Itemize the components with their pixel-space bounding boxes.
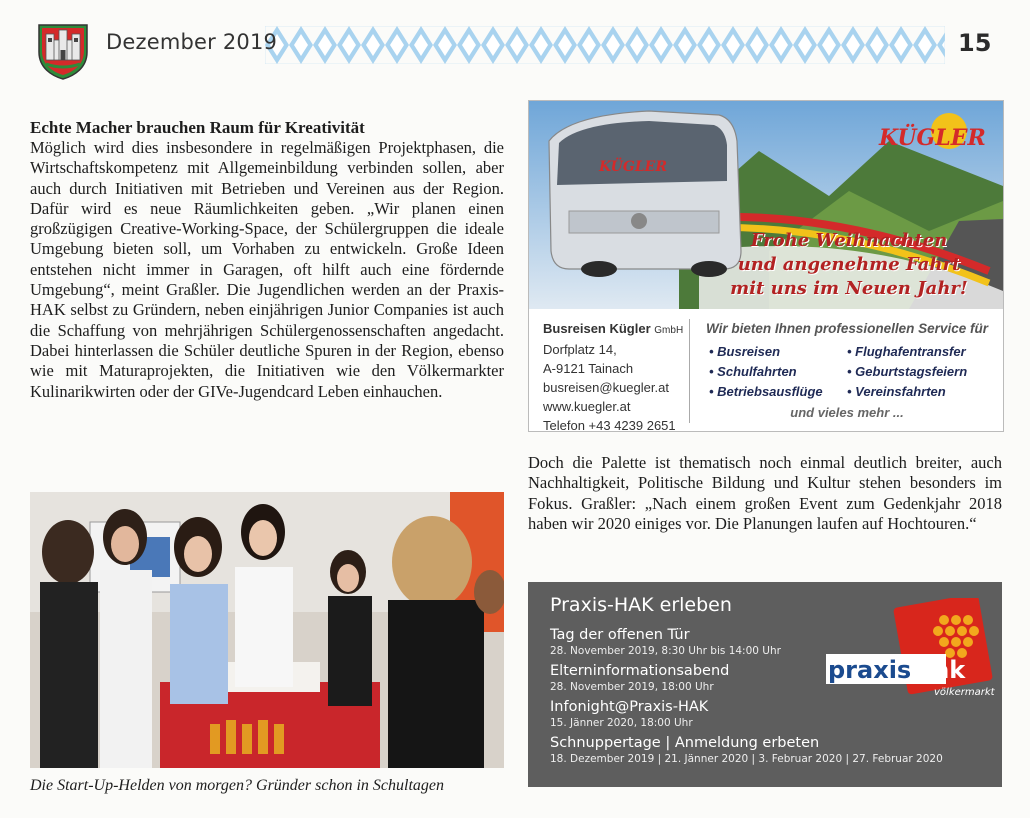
hak-event-date: 28. November 2019, 8:30 Uhr bis 14:00 Uhr <box>550 645 781 657</box>
continuation-text: Doch die Palette ist thematisch noch einmal deutlich breiter, auch Nachhaltigkeit, Politische Bildung und Kultur stehen besonders im Fokus. Graßler: „Nach einem großen Event zum Gedenkjahr 2018 haben wir 2020 einiges vor. Die Planungen laufen auf Hochtouren.“ <box>528 453 1002 533</box>
students-photo-icon <box>30 492 504 768</box>
kuegler-advertisement <box>528 100 1004 432</box>
company-name: Busreisen Kügler <box>543 321 651 336</box>
service-heading: Wir bieten Ihnen professionellen Service für <box>706 321 988 336</box>
greeting-line-3: mit uns im Neuen Jahr! <box>730 278 968 299</box>
service-more: und vieles mehr ... <box>790 405 904 420</box>
company-phone: Telefon +43 4239 2651 <box>543 418 676 432</box>
greeting-line-1: Frohe Weihnachten <box>750 230 948 251</box>
town-crest-icon <box>36 22 90 80</box>
issue-month: Dezember 2019 <box>106 30 278 54</box>
hak-event <box>550 734 943 766</box>
logo-hak-text: hak <box>916 656 966 684</box>
hak-event-date: 18. Dezember 2019 | 21. Jänner 2020 | 3. Februar 2020 | 27. Februar 2020 <box>550 753 943 765</box>
hak-event-date: 28. November 2019, 18:00 Uhr <box>550 681 714 693</box>
hak-event-date: 15. Jänner 2020, 18:00 Uhr <box>550 717 693 729</box>
service-item: • Flughafentransfer <box>847 344 966 359</box>
hak-title: Praxis-HAK erleben <box>550 594 732 616</box>
hak-event-title: Schnuppertage | Anmeldung erbeten <box>550 735 820 751</box>
company-email: busreisen@kuegler.at <box>543 380 669 395</box>
diamond-band <box>265 26 945 64</box>
logo-praxis-text: praxis <box>828 656 912 684</box>
ad-divider <box>689 319 690 423</box>
article-heading: Echte Macher brauchen Raum für Kreativität <box>30 118 365 137</box>
company-website: www.kuegler.at <box>543 399 631 414</box>
article-column <box>30 118 504 402</box>
bus-logo-text: KÜGLER <box>599 159 667 175</box>
greeting-line-2: und angenehme Fahrt <box>737 254 961 275</box>
service-item: • Schulfahrten <box>709 364 797 379</box>
service-item: • Vereinsfahrten <box>847 384 946 399</box>
service-list <box>697 321 997 420</box>
page-number: 15 <box>958 29 992 57</box>
company-contact <box>543 319 683 432</box>
logo-sub-text: völkermarkt <box>934 687 995 698</box>
service-item: • Busreisen <box>709 344 781 359</box>
christmas-greeting <box>699 229 999 301</box>
article-photo <box>30 492 504 768</box>
page-header <box>0 0 1030 80</box>
article-body: Möglich wird dies insbesondere in regelmäßigen Projektphasen, die Wirtschaftskompetenz mit Allgemeinbildung verbinden sollen, aber auch durch Initiativen mit Betrieben und Vereinen aus der Region. Dafür wird es neue Räumlichkeiten geben. „Wir planen einen großzügigen Creative-Working-Space, der Schülergruppen die ideale Umgebung bieten soll, um Vorhaben zu entwickeln. Große Ideen entstehen nicht immer in Garagen, oft hilft auch eine fördernde Umgebung“, meint Graßler. Die Jugendlichen werden an der Praxis-HAK selbst zu Gründern, neben einjährigen Junior Companies ist auch die Schaffung von mehrjährigen Schülergenossenschaften angedacht. Dabei hinterlassen die Schüler deutliche Spuren in der Region, ebenso wie mit Maturaprojekten, die Initiativen wie den Völkermarkter Kulinarikwirten oder der GIVe-Jugendcard Leben einhauchen. <box>30 138 504 401</box>
address-line-1: Dorfplatz 14, <box>543 342 617 357</box>
praxis-hak-box <box>528 582 1002 787</box>
service-item: • Betriebsausflüge <box>709 384 823 399</box>
company-suffix: GmbH <box>654 325 684 336</box>
kuegler-logo-text: KÜGLER <box>879 125 986 151</box>
hak-event-title: Elterninformationsabend <box>550 663 730 679</box>
praxishak-logo-icon <box>826 598 996 704</box>
hak-event-title: Tag der offenen Tür <box>550 627 690 643</box>
address-line-2: A-9121 Tainach <box>543 361 634 376</box>
article-continuation <box>528 453 1002 534</box>
photo-caption: Die Start-Up-Helden von morgen? Gründer schon in Schultagen <box>30 777 444 794</box>
service-item: • Geburtstagsfeiern <box>847 364 968 379</box>
hak-event-title: Infonight@Praxis-HAK <box>550 699 709 715</box>
